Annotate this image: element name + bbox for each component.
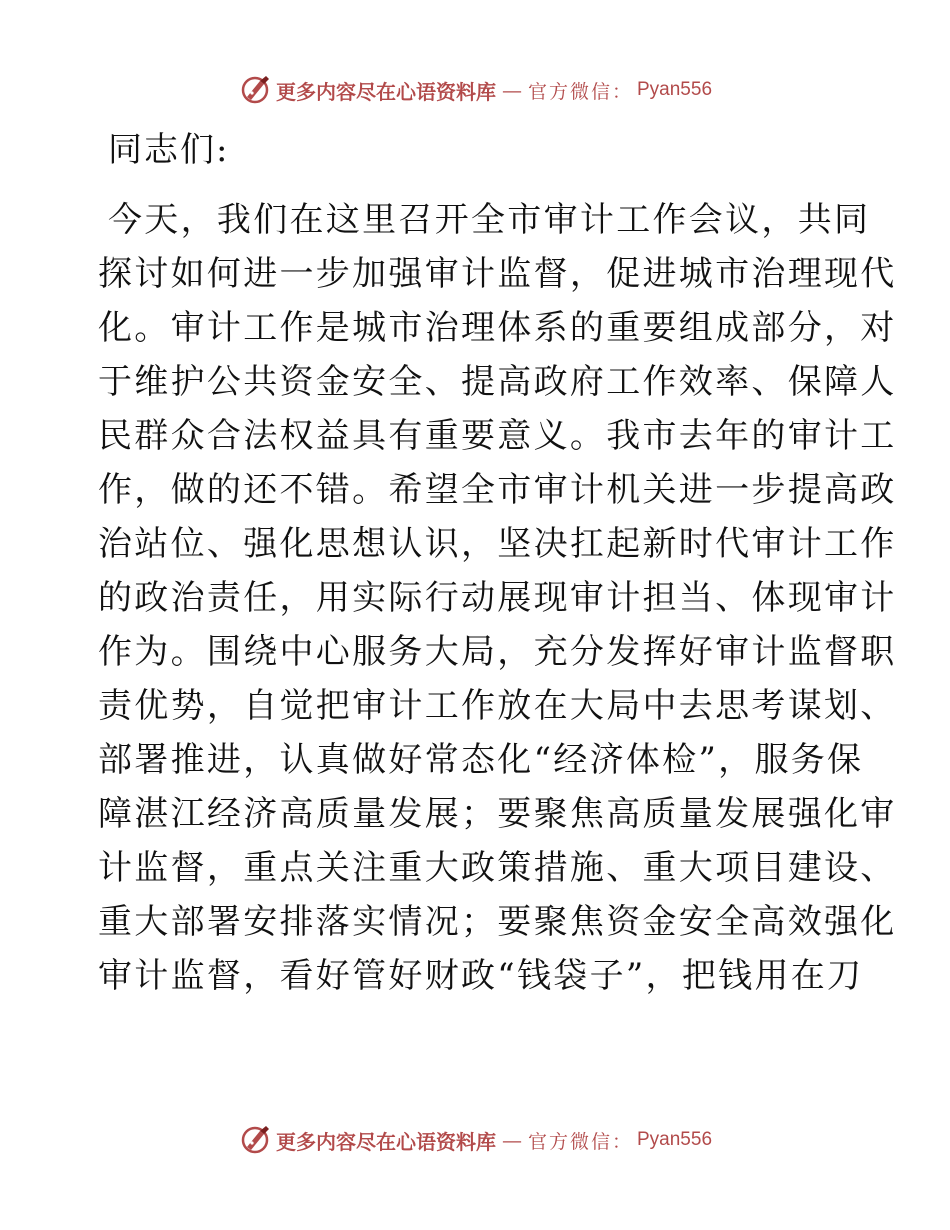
body-line: 作，做的还不错。希望全市审计机关进一步提高政: [98, 470, 897, 510]
body-line: 计监督，重点关注重大政策措施、重大项目建设、: [98, 848, 897, 888]
body-line: 治站位、强化思想认识，坚决扛起新时代审计工作: [98, 524, 897, 564]
body-line: 化。审计工作是城市治理体系的重要组成部分，对: [98, 308, 897, 348]
banner-separator: —: [501, 78, 522, 102]
banner-wechat-id: Pyan556: [637, 1129, 713, 1150]
speech-body: [98, 193, 897, 1003]
body-line: 重大部署安排落实情况；要聚焦资金安全高效强化: [98, 902, 897, 942]
pen-nib-circle-icon: [238, 1123, 272, 1157]
banner-slogan: 更多内容尽在心语资料库: [275, 79, 496, 104]
footer-watermark-banner: [0, 1122, 950, 1158]
header-watermark-banner: [0, 72, 950, 108]
body-line: 探讨如何进一步加强审计监督，促进城市治理现代: [98, 254, 897, 294]
body-line: 于维护公共资金安全、提高政府工作效率、保障人: [98, 362, 897, 402]
body-line: 的政治责任，用实际行动展现审计担当、体现审计: [98, 578, 897, 618]
body-line: 障湛江经济高质量发展；要聚焦高质量发展强化审: [98, 794, 897, 834]
banner-separator: —: [501, 1128, 522, 1152]
banner-slogan: 更多内容尽在心语资料库: [275, 1129, 496, 1154]
body-line: 部署推进，认真做好常态化“经济体检”，服务保: [98, 740, 864, 780]
salutation: 同志们:: [108, 130, 230, 170]
body-line: 今天，我们在这里召开全市审计工作会议，共同: [108, 200, 871, 240]
body-line: 审计监督，看好管好财政“钱袋子”，把钱用在刀: [98, 956, 864, 996]
body-line: 责优势，自觉把审计工作放在大局中去思考谋划、: [98, 686, 897, 726]
banner-official-label: 官方微信：: [527, 1130, 633, 1153]
pen-nib-circle-icon: [238, 73, 272, 107]
body-line: 作为。围绕中心服务大局，充分发挥好审计监督职: [98, 632, 897, 672]
body-line: 民群众合法权益具有重要意义。我市去年的审计工: [98, 416, 897, 456]
banner-wechat-id: Pyan556: [637, 79, 713, 100]
banner-official-label: 官方微信：: [527, 80, 633, 103]
